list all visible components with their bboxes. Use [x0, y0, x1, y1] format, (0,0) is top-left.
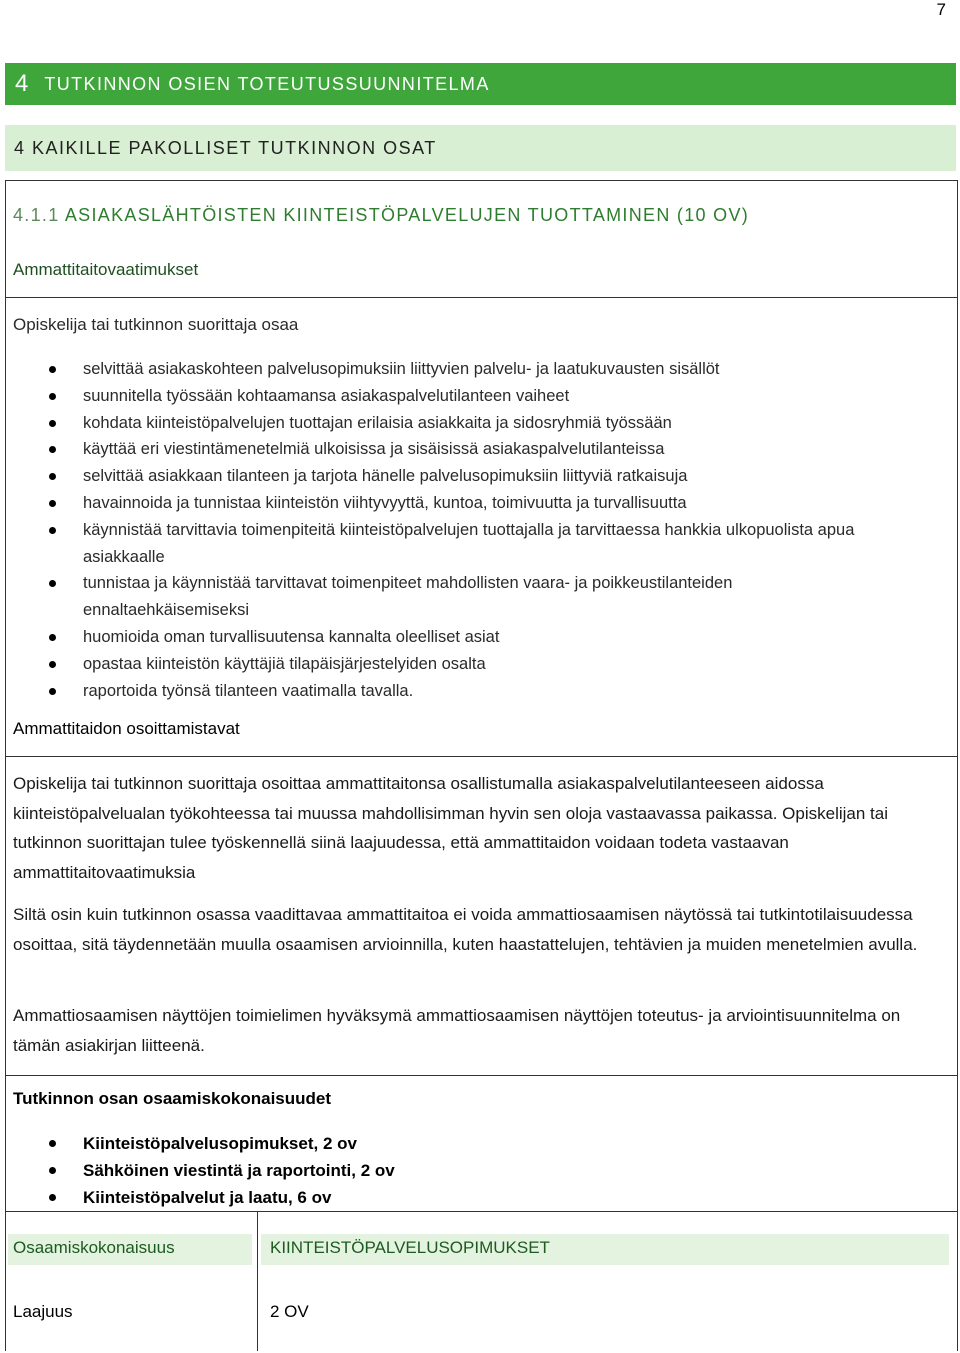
- divider: [5, 756, 958, 757]
- requirements-heading: Ammattitaitovaatimukset: [13, 260, 199, 279]
- list-item: tunnistaa ja käynnistää tarvittavat toimenpiteet mahdollisten vaara- ja poikkeustilanteiden ennaltaehkäisemiseksi: [0, 570, 900, 624]
- list-item: kohdata kiinteistöpalvelujen tuottajan erilaisia asiakkaita ja sidosryhmiä työssään: [0, 410, 900, 437]
- divider: [5, 1075, 958, 1076]
- demonstration-paragraph: Ammattiosaamisen näyttöjen toimielimen hyväksymä ammattiosaamisen näyttöjen toteutus- ja arviointisuunnitelma on tämän asiakirjan liitteenä.: [13, 1006, 901, 1055]
- list-item: Sähköinen viestintä ja raportointi, 2 ov: [0, 1157, 395, 1184]
- list-item: suunnitella työssään kohtaamansa asiakaspalvelutilanteen vaiheet: [0, 383, 900, 410]
- list-item: Kiinteistöpalvelut ja laatu, 6 ov: [0, 1184, 395, 1211]
- list-item: selvittää asiakaskohteen palvelusopimuksiin liittyvien palvelu- ja laatukuvausten sisällöt: [0, 356, 900, 383]
- section-title: 4 KAIKILLE PAKOLLISET TUTKINNON OSAT: [14, 137, 437, 158]
- chapter-heading: [5, 63, 956, 105]
- demonstration-paragraph: Siltä osin kuin tutkinnon osassa vaadittavaa ammattitaitoa ei voida ammattiosaamisen näytössä tai tutkintotilaisuudessa osoittaa, sitä täydennetään muulla osaamisen arvioinnilla, kuten haastattelujen, tehtävien ja muiden menetelmien avulla.: [13, 905, 918, 954]
- list-item: huomioida oman turvallisuutensa kannalta oleelliset asiat: [0, 624, 900, 651]
- requirements-list: [0, 356, 900, 704]
- list-item: raportoida työnsä tilanteen vaatimalla tavalla.: [0, 678, 900, 705]
- section-heading: [5, 125, 956, 171]
- list-item: selvittää asiakkaan tilanteen ja tarjota hänelle palvelusopimuksiin liittyviä ratkaisuja: [0, 463, 900, 490]
- competence-table: [5, 1211, 958, 1351]
- table-column-divider: [257, 1211, 258, 1351]
- list-item: havainnoida ja tunnistaa kiinteistön viihtyvyyttä, kuntoa, toimivuutta ja turvallisuutta: [0, 490, 900, 517]
- list-item: käyttää eri viestintämenetelmiä ulkoisissa ja sisäisissä asiakaspalvelutilanteissa: [0, 436, 900, 463]
- chapter-number: 4: [15, 70, 29, 97]
- chapter-title: TUTKINNON OSIEN TOTEUTUSSUUNNITELMA: [44, 73, 490, 94]
- list-item: opastaa kiinteistön käyttäjiä tilapäisjärjestelyiden osalta: [0, 651, 900, 678]
- page-number: 7: [936, 0, 946, 19]
- list-item: käynnistää tarvittavia toimenpiteitä kiinteistöpalvelujen tuottajalla ja tarvittaessa hankkia ulkopuolista apua asiakkaalle: [0, 517, 900, 571]
- table-value-entity: KIINTEISTÖPALVELUSOPIMUKSET: [270, 1238, 550, 1257]
- unit-number: 4.1.1: [13, 205, 60, 225]
- unit-heading: [13, 205, 749, 226]
- demonstration-paragraph: Opiskelija tai tutkinnon suorittaja osoittaa ammattitaitonsa osallistumalla asiakaspalvelutilanteeseen aidossa kiinteistöpalvelualan työkohteessa tai muussa mahdollisimman hyvin sen oloja vastaavassa paikassa. Opiskelijan tai tutkinnon suorittajan tulee työskennellä siinä laajuudessa, että ammattitaidon voidaan todeta vastaavan ammattitaitovaatimuksia: [13, 774, 889, 882]
- requirements-intro: Opiskelija tai tutkinnon suorittaja osaa: [13, 315, 299, 334]
- table-value-scope: 2 OV: [270, 1302, 309, 1321]
- table-label-scope: Laajuus: [13, 1302, 73, 1321]
- unit-title: ASIAKASLÄHTÖISTEN KIINTEISTÖPALVELUJEN TUOTTAMINEN (10 OV): [64, 205, 750, 225]
- parts-list: [0, 1130, 395, 1211]
- table-label-entity: Osaamiskokonaisuus: [13, 1238, 175, 1257]
- demonstration-heading: Ammattitaidon osoittamistavat: [13, 719, 240, 738]
- divider: [5, 297, 958, 298]
- list-item: Kiinteistöpalvelusopimukset, 2 ov: [0, 1130, 395, 1157]
- parts-heading: Tutkinnon osan osaamiskokonaisuudet: [13, 1089, 332, 1108]
